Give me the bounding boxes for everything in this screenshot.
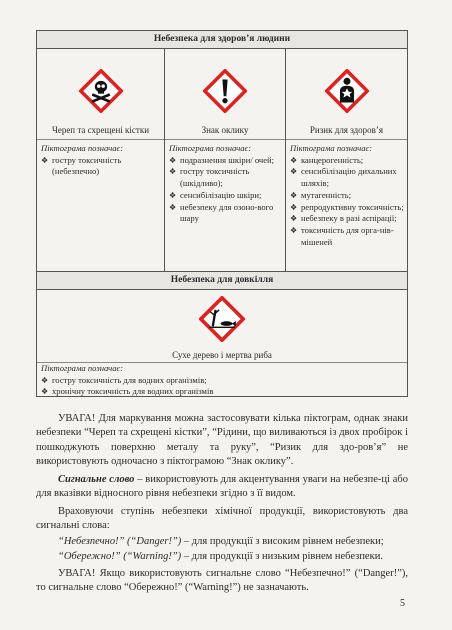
list-item: ❖ хронічну токсичність для водних організмів: [41, 386, 405, 398]
pictogram-meaning: [290, 143, 405, 248]
health-hazard-cell: [286, 49, 407, 271]
list-item: ❖ небезпеку в разі аспірації;: [290, 213, 405, 225]
pictogram-meaning: [169, 143, 283, 225]
definition: – для продукції з низьким рівнем небезпеки.: [181, 551, 383, 562]
meaning-label: Піктограма позначає:: [290, 143, 373, 153]
pictogram-meaning: [41, 363, 405, 398]
paragraph-danger: [36, 535, 408, 549]
environment-row: [37, 290, 407, 396]
paragraph-warning: [36, 550, 408, 564]
health-row: [37, 49, 407, 272]
term: Сигнальне слово: [58, 474, 135, 485]
list-item: ❖ репродуктивну токсичність;: [290, 202, 405, 214]
list-item: ❖ канцерогенність;: [290, 155, 405, 167]
skull-cell: [37, 49, 165, 271]
pictogram-name: Ризик для здоров’я: [309, 125, 384, 135]
exclamation-mark-icon: [203, 69, 247, 113]
term: “Небезпечно!” (“Danger!”): [58, 536, 182, 547]
list-item: ❖ гостру токсичність (шкідливо);: [169, 166, 283, 189]
definition: – для продукції з високим рівнем небезпеки;: [181, 536, 384, 547]
dead-tree-fish-icon: [199, 296, 245, 342]
skull-crossbones-icon: [79, 69, 123, 113]
paragraph-two-words: Враховуючи ступінь небезпеки хімічної продукції, використовують два сигнальні слова:: [36, 506, 408, 532]
list-item: ❖ сенсибілізацію дихальних шляхів;: [290, 166, 405, 189]
definition: – використовують для акцентування уваги на небезпе-ці або для вказівки відносного рівня небезпеки згідно з її видом.: [36, 474, 409, 500]
exclamation-cell: [165, 49, 286, 271]
page-number: 5: [400, 598, 405, 609]
divider: [286, 139, 407, 140]
paragraph-signal-word: [36, 473, 408, 502]
pictogram-name: Знак оклику: [201, 125, 249, 135]
meaning-label: Піктограма позначає:: [169, 143, 252, 153]
paragraph-warning-combination: УВАГА! Для маркування можна застосовувати кілька піктограм, однак знаки небезпеки “Череп та схрещені кістки”, “Рідини, що виливаються із двох пробірок і пошкоджують поверхню металу та руку”, “Ризик для здо-ров’я” не використовують одночасно з піктограмою “Знак оклику”.: [36, 413, 408, 467]
hazard-table: [36, 30, 408, 397]
health-hazard-icon: [325, 69, 369, 113]
divider: [165, 139, 285, 140]
list-item: ❖ гостру токсичність для водних організмів;: [41, 375, 405, 387]
health-header: Небезпека для здоров’я людини: [37, 31, 407, 49]
term: “Обережно!” (“Warning!”): [58, 551, 182, 562]
list-item: ❖ небезпеку для озоно-вого шару: [169, 202, 283, 225]
list-item: ❖ сенсибілізацію шкіри;: [169, 190, 283, 202]
list-item: ❖ гостру токсичність (небезпечно): [41, 155, 162, 178]
pictogram-name: Череп та схрещені кістки: [51, 125, 150, 135]
divider: [37, 139, 164, 140]
meaning-label: Піктограма позначає:: [41, 143, 124, 153]
pictogram-meaning: [41, 143, 162, 178]
pictogram-name: Сухе дерево і мертва риба: [172, 350, 272, 360]
environment-header: Небезпека для довкілля: [37, 272, 407, 290]
paragraph-note: УВАГА! Якщо використовують сигнальне слово “Небезпечно!” (“Danger!”), то сигнальне слово “Обережно!” (“Warning!”) не зазначають.: [36, 568, 408, 594]
list-item: ❖ мутагенність;: [290, 190, 405, 202]
list-item: ❖ токсичність для орга-нів-мішеней: [290, 225, 405, 248]
list-item: ❖ подразнення шкіри/ очей;: [169, 155, 283, 167]
meaning-label: Піктограма позначає:: [41, 363, 124, 373]
